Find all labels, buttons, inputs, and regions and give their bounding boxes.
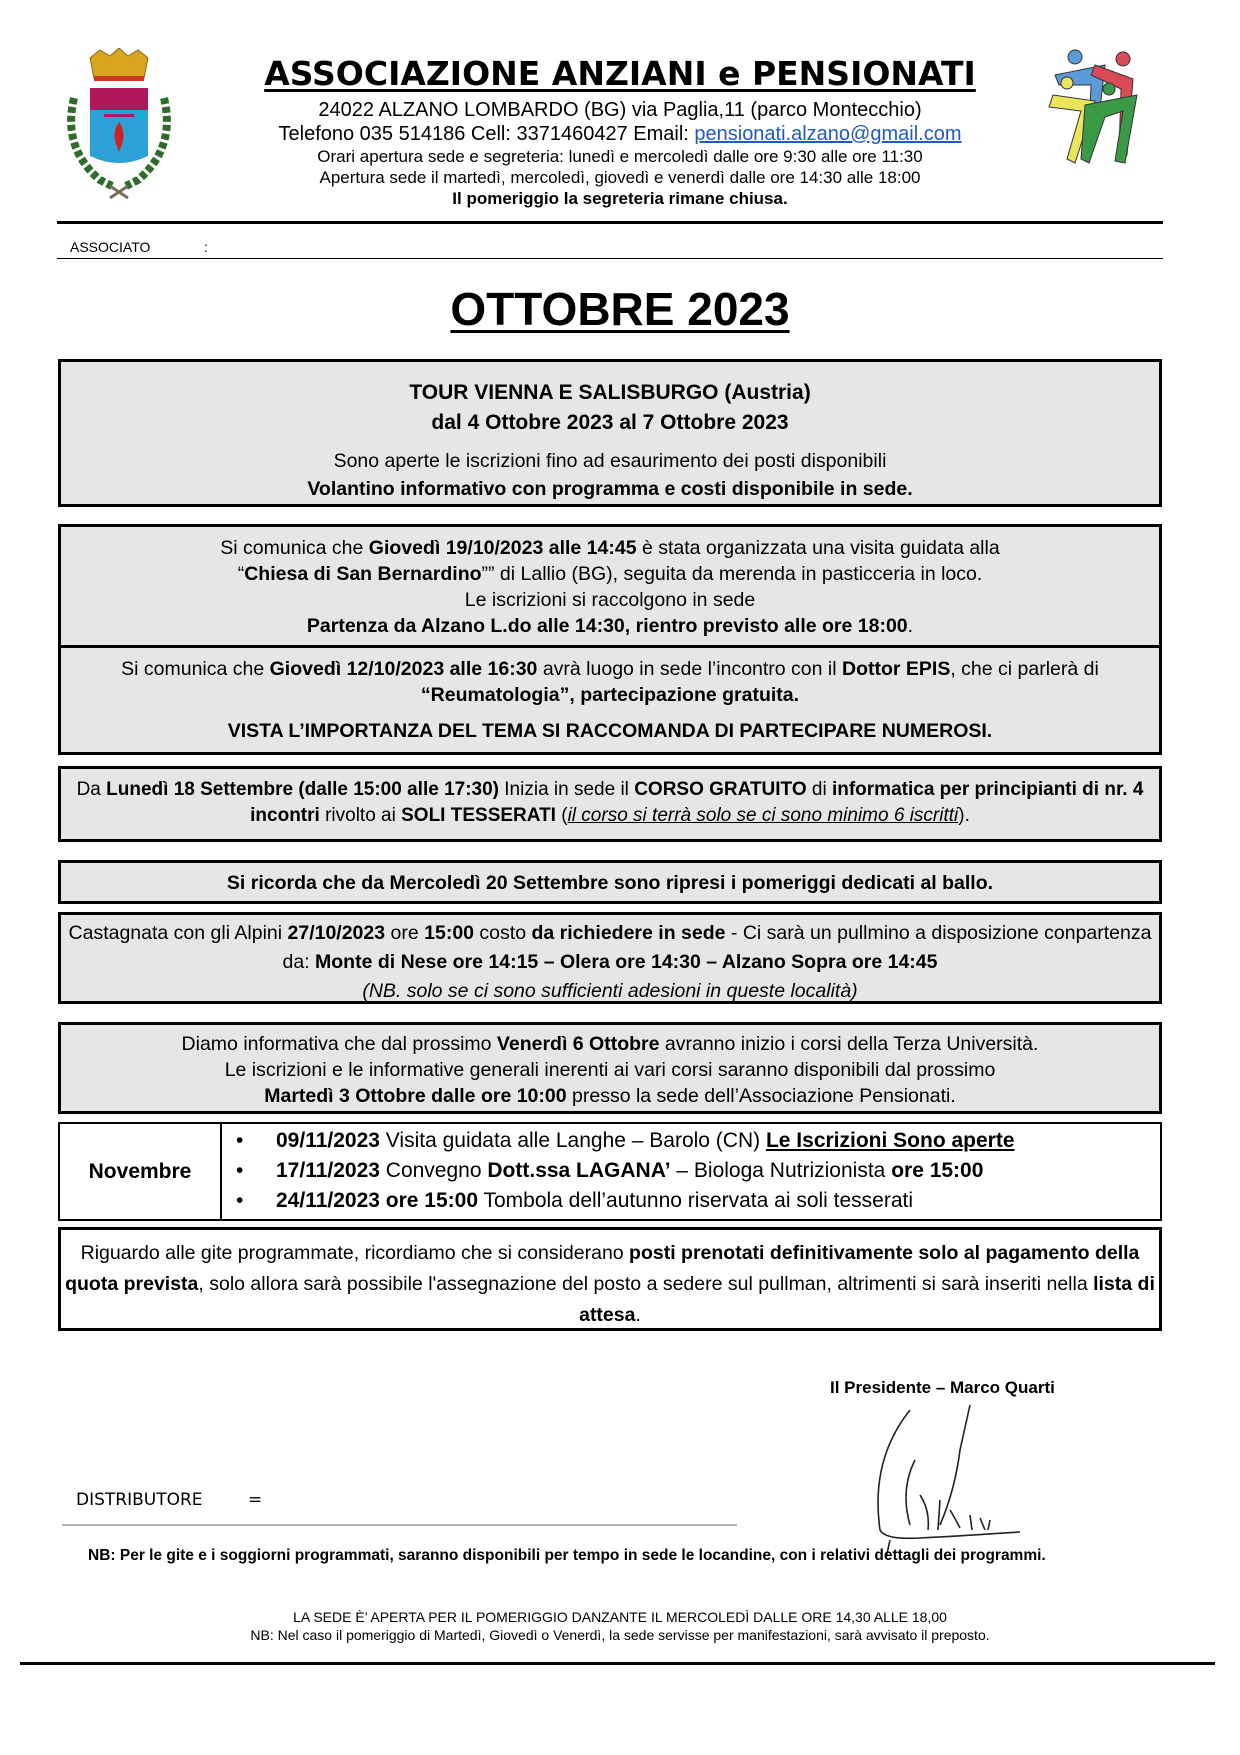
doctor-meeting-box (58, 645, 1162, 755)
associato-separator: : (204, 239, 208, 255)
phone-info: Telefono 035 514186 Cell: 3371460427 Email: (278, 123, 695, 145)
policy-text: Riguardo alle gite programmate, ricordiamo che si considerano posti prenotati definitivamente solo al pagamento della quota prevista, solo allora sarà possibile l'assegnazione del posto a sedere sul pullman, altrimenti si sarà inseriti nella lista di attesa. (65, 1242, 1155, 1326)
nb-note: NB: Per le gite e i soggiorni programmati, saranno disponibili per tempo in sede le locandine, con i relativi dettagli dei programmi. (88, 1547, 1046, 1564)
associato-field-line (57, 258, 1163, 259)
chestnut-event-box (58, 912, 1162, 1004)
guided-visit-box (58, 524, 1162, 648)
tour-title: TOUR VIENNA E SALISBURGO (Austria) (409, 381, 811, 404)
chestnut-text: Castagnata con gli Alpini 27/10/2023 ore 15:00 costo da richiedere in sede - Ci sarà un pullmino a disposizione conpartenza da: Monte di Nese ore 14:15 – Olera ore 14:30 – Alzano Sopra ore 14:45 (68, 922, 1152, 973)
handwritten-signature-icon (860, 1390, 1050, 1560)
month-title: OTTOBRE 2023 (450, 283, 790, 335)
university-line-1: Diamo informativa che dal prossimo Venerdì 6 Ottobre avranno inizio i corsi della Terza Università. (181, 1033, 1039, 1055)
chestnut-note: (NB. solo se ci sono sufficienti adesioni in queste località) (362, 980, 858, 1002)
people-circle-logo-icon (1045, 45, 1140, 165)
dance-text: Si ricorda che da Mercoledì 20 Settembre sono ripresi i pomeriggi dedicati al ballo. (226, 872, 994, 894)
bullet-icon: • (236, 1129, 244, 1152)
visit-line-1: Si comunica che Giovedì 19/10/2023 alle 14:45 è stata organizzata una visita guidata alla (220, 537, 1000, 559)
address: 24022 ALZANO LOMBARDO (BG) via Paglia,11 (parco Montecchio) (318, 99, 922, 121)
university-courses-box (58, 1022, 1162, 1114)
tour-dates: dal 4 Ottobre 2023 al 7 Ottobre 2023 (431, 411, 789, 434)
contact-line (200, 122, 1040, 146)
distributore-separator: = (248, 1490, 263, 1510)
university-line-3: Martedì 3 Ottobre dalle ore 10:00 presso la sede dell’Associazione Pensionati. (264, 1085, 956, 1107)
list-item: • 17/11/2023 Convegno Dott.ssa LAGANA’ – Biologa Nutrizionista ore 15:00 (236, 1156, 1160, 1186)
municipal-crest-icon (60, 48, 178, 206)
tour-flyer-note: Volantino informativo con programma e costi disponibile in sede. (307, 478, 913, 500)
closed-note: Il pomeriggio la segreteria rimane chiusa. (452, 189, 788, 208)
opening-hours: Apertura sede il martedì, mercoledì, giovedì e venerdì dalle ore 14:30 alle 18:00 (319, 168, 921, 187)
tour-registration: Sono aperte le iscrizioni fino ad esaurimento dei posti disponibili (333, 450, 887, 472)
university-line-2: Le iscrizioni e le informative generali inerenti ai vari corsi saranno disponibili dal prossimo (224, 1059, 996, 1081)
course-text: Da Lunedì 18 Settembre (dalle 15:00 alle 17:30) Inizia in sede il CORSO GRATUITO di informatica per principianti di nr. 4 incontri rivolto ai SOLI TESSERATI (il corso si terrà solo se ci sono minimo 6 iscritti). (76, 779, 1144, 826)
distributore-field-line (62, 1524, 737, 1526)
footer (0, 1608, 1240, 1644)
computer-course-box (58, 766, 1162, 842)
footer-divider (20, 1662, 1215, 1665)
footer-dance-hours: LA SEDE È’ APERTA PER IL POMERIGGIO DANZANTE IL MERCOLEDÌ DALLE ORE 14,30 ALLE 18,00 (293, 1609, 947, 1625)
meeting-recommendation: VISTA L’IMPORTANZA DEL TEMA SI RACCOMANDA DI PARTECIPARE NUMEROSI. (227, 720, 993, 742)
header-divider (57, 221, 1163, 224)
letterhead (200, 52, 1040, 209)
list-item: • 24/11/2023 ore 15:00 Tombola dell’autunno riservata ai soli tesserati (236, 1186, 1160, 1216)
president-name: Il Presidente – Marco Quarti (830, 1378, 1055, 1397)
email-link[interactable]: pensionati.alzano@gmail.com (694, 123, 962, 145)
trip-booking-policy-box (58, 1227, 1162, 1331)
associato-label: ASSOCIATO (70, 239, 151, 255)
tour-announcement-box (58, 359, 1162, 507)
list-item: • 09/11/2023 Visita guidata alle Langhe – Barolo (CN) Le Iscrizioni Sono aperte (236, 1126, 1160, 1156)
office-hours: Orari apertura sede e segreteria: lunedì e mercoledì dalle ore 9:30 alle ore 11:30 (317, 147, 923, 166)
organization-title: ASSOCIAZIONE ANZIANI e PENSIONATI (264, 54, 976, 93)
visit-line-4: Partenza da Alzano L.do alle 14:30, rientro previsto alle ore 18:00. (306, 615, 914, 637)
bullet-icon: • (236, 1189, 244, 1212)
distributore-label: DISTRIBUTORE (76, 1490, 203, 1510)
footer-notice: NB: Nel caso il pomeriggio di Martedì, Giovedì o Venerdì, la sede servisse per manifestazioni, sarà avvisato il preposto. (250, 1627, 990, 1643)
dance-reminder-box (58, 860, 1162, 904)
november-events-table (58, 1122, 1162, 1221)
bullet-icon: • (236, 1159, 244, 1182)
meeting-text: Si comunica che Giovedì 12/10/2023 alle 16:30 avrà luogo in sede l’incontro con il Dottor EPIS, che ci parlerà di “Reumatologia”, partecipazione gratuita. (121, 658, 1099, 706)
november-label: Novembre (60, 1124, 222, 1219)
visit-line-2: “Chiesa di San Bernardino”” di Lallio (BG), seguita da merenda in pasticceria in loco. (237, 563, 983, 585)
november-list (222, 1124, 1160, 1219)
visit-line-3: Le iscrizioni si raccolgono in sede (464, 589, 756, 611)
